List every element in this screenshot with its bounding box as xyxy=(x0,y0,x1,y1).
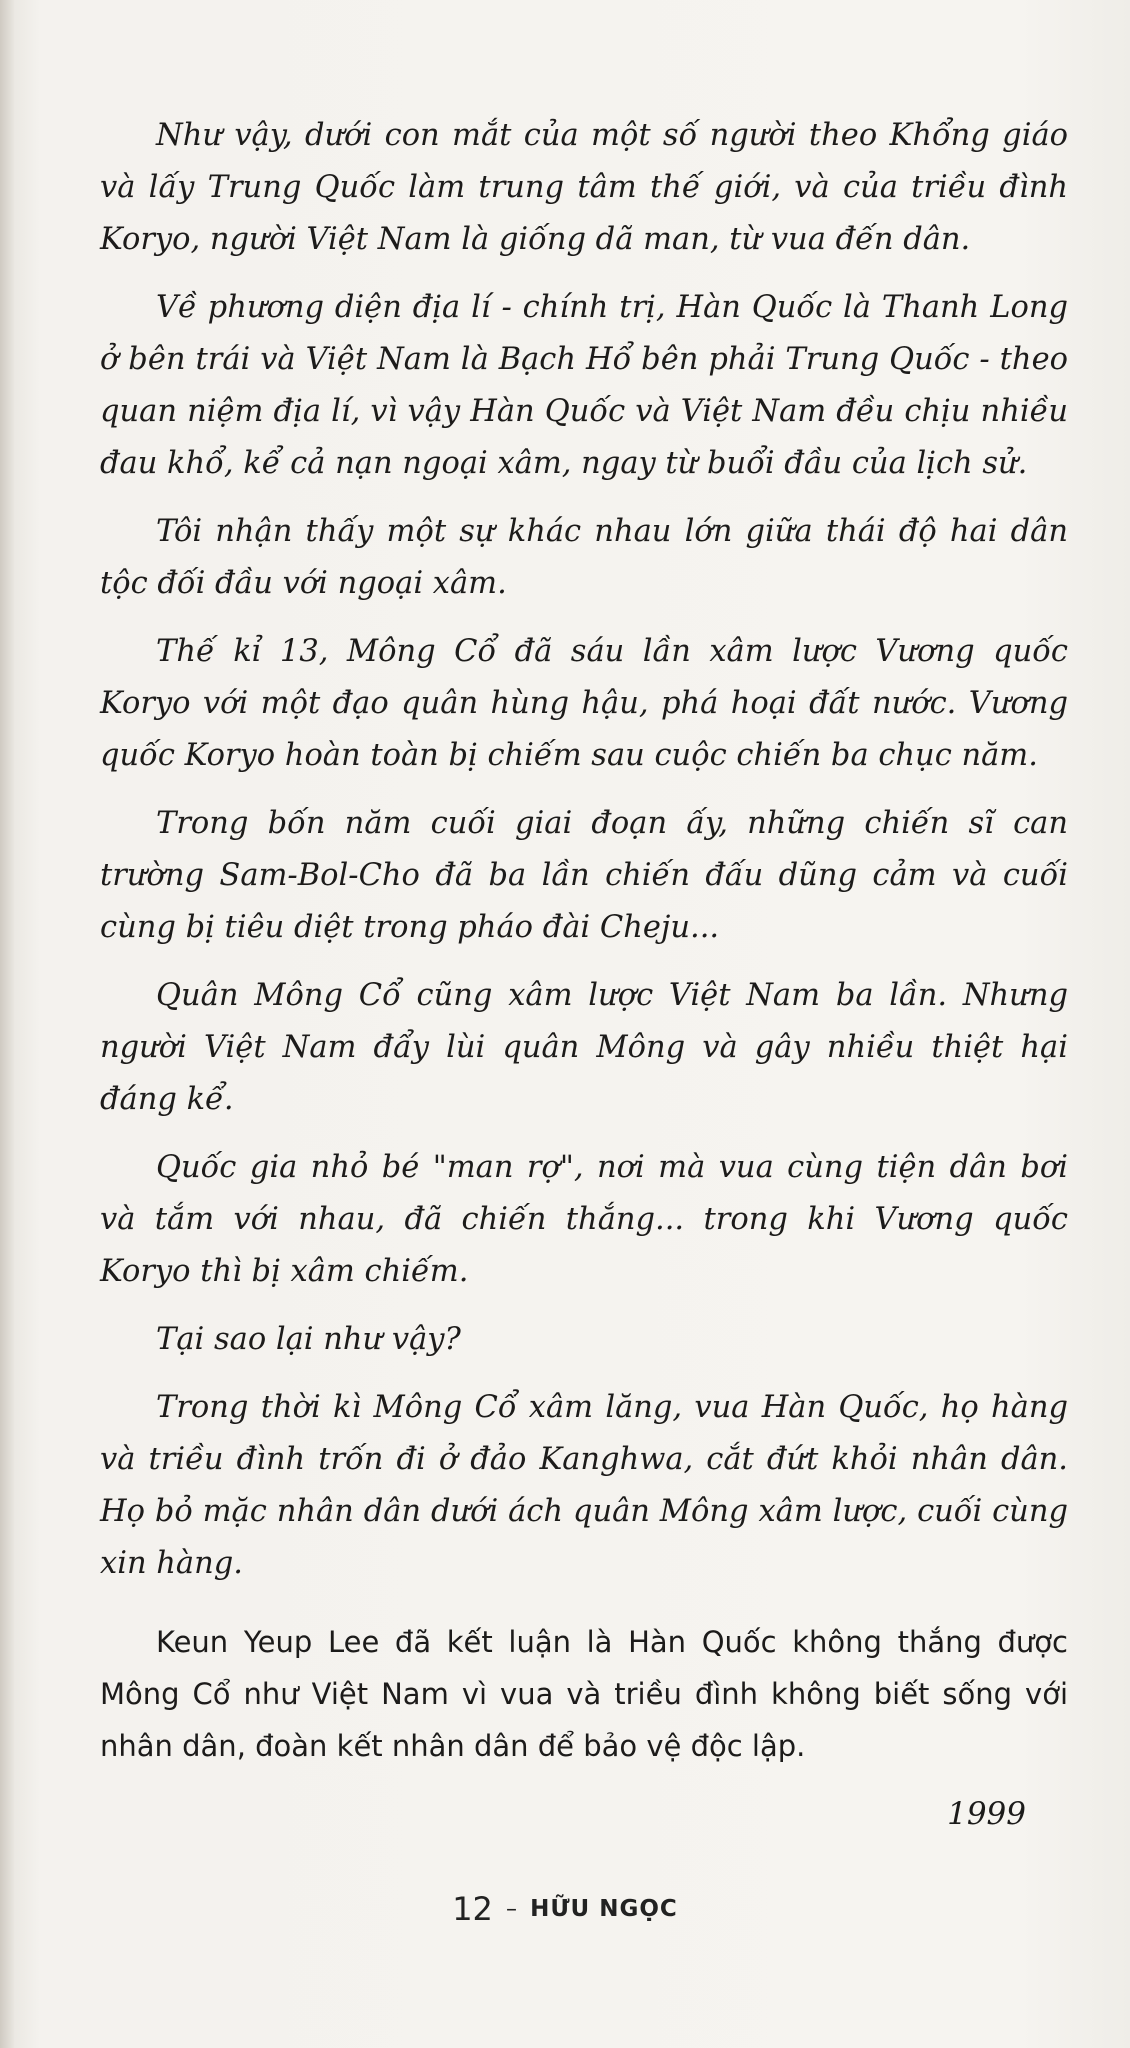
running-author: HỮU NGỌC xyxy=(530,1896,678,1922)
footer-separator: – xyxy=(506,1896,517,1922)
body-text xyxy=(100,110,1068,1840)
paragraph: Trong bốn năm cuối giai đoạn ấy, những chiến sĩ can trường Sam-Bol-Cho đã ba lần chiến đấu dũng cảm và cuối cùng bị tiêu diệt trong pháo đài Cheju... xyxy=(100,806,1068,945)
page-number: 12 xyxy=(452,1890,493,1928)
page-edge-shadow xyxy=(0,0,14,2048)
paragraph: Như vậy, dưới con mắt của một số người theo Khổng giáo và lấy Trung Quốc làm trung tâm thế giới, và của triều đình Koryo, người Việt Nam là giống dã man, từ vua đến dân. xyxy=(100,118,1068,257)
paragraph: Tôi nhận thấy một sự khác nhau lớn giữa thái độ hai dân tộc đối đầu với ngoại xâm. xyxy=(100,514,1068,601)
paragraph: Trong thời kì Mông Cổ xâm lăng, vua Hàn Quốc, họ hàng và triều đình trốn đi ở đảo Kanghwa, cắt đứt khỏi nhân dân. Họ bỏ mặc nhân dân dưới ách quân Mông xâm lược, cuối cùng xin hàng. xyxy=(100,1390,1068,1581)
page-footer xyxy=(0,1890,1130,1928)
paragraph: Thế kỉ 13, Mông Cổ đã sáu lần xâm lược Vương quốc Koryo với một đạo quân hùng hậu, phá hoại đất nước. Vương quốc Koryo hoàn toàn bị chiếm sau cuộc chiến ba chục năm. xyxy=(100,634,1068,773)
paragraph: Về phương diện địa lí - chính trị, Hàn Quốc là Thanh Long ở bên trái và Việt Nam là Bạch Hổ bên phải Trung Quốc - theo quan niệm địa lí, vì vậy Hàn Quốc và Việt Nam đều chịu nhiều đau khổ, kể cả nạn ngoại xâm, ngay từ buổi đầu của lịch sử. xyxy=(100,290,1068,481)
year-signature: 1999 xyxy=(947,1796,1026,1832)
paragraph: Quốc gia nhỏ bé "man rợ", nơi mà vua cùng tiện dân bơi và tắm với nhau, đã chiến thắng... trong khi Vương quốc Koryo thì bị xâm chiếm. xyxy=(100,1150,1068,1289)
paragraph: Quân Mông Cổ cũng xâm lược Việt Nam ba lần. Nhưng người Việt Nam đẩy lùi quân Mông và gây nhiều thiệt hại đáng kể. xyxy=(100,978,1068,1117)
paragraph: Tại sao lại như vậy? xyxy=(156,1322,461,1357)
conclusion-paragraph: Keun Yeup Lee đã kết luận là Hàn Quốc không thắng được Mông Cổ như Việt Nam vì vua và triều đình không biết sống với nhân dân, đoàn kết nhân dân để bảo vệ độc lập. xyxy=(100,1625,1068,1763)
